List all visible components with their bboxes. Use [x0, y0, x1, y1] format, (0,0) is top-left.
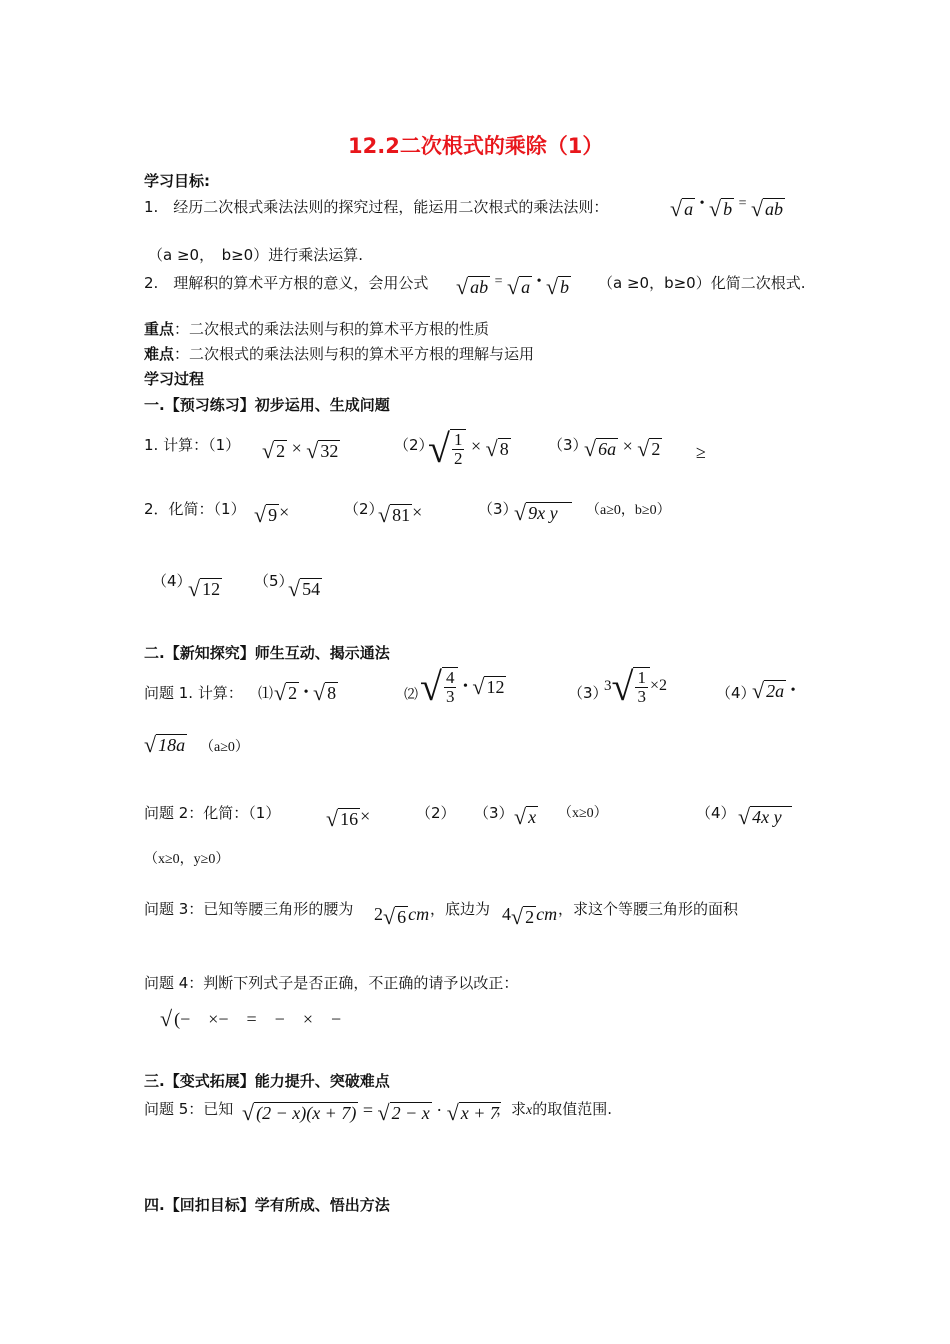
s2-p3-leg: 2 √ 6 cm: [374, 903, 430, 929]
s2-p2-expr1: √ 16 ×: [326, 805, 371, 831]
s2-p1-label: 问题 1. 计算：: [144, 684, 243, 702]
radical: √ x: [514, 803, 537, 829]
s2-p1-condition: （a≥0）: [200, 740, 249, 755]
key-point: 重点：二次根式的乘法法则与积的算术平方根的性质: [144, 320, 490, 338]
s2-p1-part3: （3）: [568, 684, 608, 702]
goals-heading: 学习目标:: [144, 172, 210, 190]
s2-p2-expr4: [738, 804, 792, 827]
radical: √ 32: [306, 437, 339, 463]
section-1-heading: 一.【预习练习】初步运用、生成问题: [144, 396, 390, 414]
radical: √ 2: [262, 437, 286, 463]
radical: √ a: [506, 273, 531, 299]
radical: √ x + 7: [446, 1099, 499, 1125]
radical: √ 2: [637, 435, 661, 461]
radical: √ 2: [274, 679, 298, 705]
s1-q1-label: 1. 计算：（1）: [144, 436, 241, 454]
s2-p4-text: 问题 4：判断下列式子是否正确，不正确的请予以改正：: [144, 974, 519, 992]
section-2-heading: 二.【新知探究】师生互动、揭示通法: [144, 644, 390, 662]
radical: √ 4x y: [738, 805, 792, 827]
s2-p4-expr: [160, 1006, 343, 1029]
section-3-heading: 三.【变式拓展】能力提升、突破难点: [144, 1072, 390, 1090]
radical: √ 6: [383, 903, 407, 929]
s2-p1-part4: （4）: [716, 684, 756, 702]
section-4-heading: 四.【回扣目标】学有所成、悟出方法: [144, 1196, 390, 1214]
radical: √ 12: [472, 674, 505, 699]
radical: √ 9x y: [514, 501, 572, 523]
s1-q2-expr4: [188, 576, 222, 599]
s2-p2-label: 问题 2：化简：（1）: [144, 804, 281, 822]
goal-item-2: 2. 理解积的算术平方根的意义，会用公式: [144, 274, 429, 292]
s1-q2-condition: （a≥0，b≥0）: [586, 503, 671, 518]
goal-2-formula: √ ab = √ a • √ b: [456, 273, 570, 299]
process-heading: 学习过程: [144, 370, 205, 388]
radical: √ b: [545, 273, 570, 299]
radical: √ ab: [456, 273, 489, 299]
s2-p1-expr4: √ 2a •: [752, 677, 796, 703]
s2-p2-expr3: [514, 804, 538, 827]
s2-p3-text-b: ，底边为: [430, 900, 491, 918]
difficult-point: 难点：二次根式的乘法法则与积的算术平方根的理解与运用: [144, 345, 535, 363]
goal-1-condition: （a ≥0， b≥0）进行乘法运算.: [148, 246, 363, 264]
s2-p2-condition4: （x≥0，y≥0）: [144, 852, 230, 867]
s2-p1-part2: ⑵: [404, 688, 418, 703]
radical: √ 8: [312, 679, 337, 705]
radical: √ b: [708, 195, 733, 221]
goal-1-formula: √ a • √ b = √ ab: [670, 195, 784, 221]
radical: √ a: [670, 195, 694, 221]
radical: √ 16: [326, 805, 359, 831]
s1-q2-expr5: [288, 576, 322, 599]
s1-q2-part3: （3）: [478, 500, 518, 518]
s1-q1-geq: ≥: [696, 442, 706, 462]
s1-q2-expr2: √ 81 ×: [378, 501, 423, 527]
radical: √ $\frac{1}{3}$: [612, 666, 650, 706]
s2-p1-expr1: √ 2 • √ 8: [274, 679, 337, 705]
radical: √ 81: [378, 501, 411, 527]
s1-q2-part2: （2）: [344, 500, 384, 518]
s1-q2-part4: （4）: [152, 572, 192, 590]
radical: √ 6a: [584, 435, 617, 461]
radical: √ 8: [485, 436, 509, 461]
s3-p5-text-b: ，求x的取值范围.: [496, 1100, 613, 1118]
s2-p1-part1: ⑴: [258, 684, 274, 702]
s2-p2-condition3: （x≥0）: [558, 806, 608, 821]
s1-q1-part2: （2）: [394, 436, 434, 454]
radical: √ ab: [750, 195, 784, 221]
radical: √ 18a: [144, 731, 186, 757]
radical: √ 2a: [752, 677, 785, 703]
s2-p3-text-c: ，求这个等腰三角形的面积: [558, 900, 739, 918]
s2-p2-part2: （2）: [416, 804, 456, 822]
s2-p1-expr3: 3 √ $\frac{1}{3}$ ×2: [604, 664, 667, 709]
s1-q1-expr3: √ 6a × √ 2: [584, 435, 661, 461]
s2-p3-text-a: 问题 3：已知等腰三角形的腰为: [144, 900, 354, 918]
s2-p3-base: 4 √ 2 cm: [502, 903, 558, 929]
page-title: 12.2二次根式的乘除（1）: [348, 134, 604, 158]
radical: √ (− ×− = − × −: [160, 1005, 342, 1031]
s3-p5-expr: √ (2 − x)(x + 7) = √ 2 − x · √ x + 7: [242, 1099, 499, 1125]
radical: √ (2 − x)(x + 7): [242, 1099, 357, 1125]
s2-p2-part4: （4）: [696, 804, 736, 822]
s1-q2-part5: （5）: [254, 572, 294, 590]
s1-q2-expr1: √ 9 ×: [254, 501, 290, 527]
s1-q1-part3: （3）: [548, 436, 588, 454]
goal-item-1: 1. 经历二次根式乘法法则的探究过程，能运用二次根式的乘法法则：: [144, 198, 609, 216]
s1-q2-label: 2．化简：（1）: [144, 500, 246, 518]
s1-q2-expr3: [514, 500, 572, 523]
radical: √ 2: [511, 903, 535, 929]
radical: √ $\frac{4}{3}$: [420, 666, 458, 706]
s3-p5-text-a: 问题 5：已知: [144, 1100, 234, 1118]
radical: √ 2 − x: [377, 1099, 430, 1125]
radical: √ $\frac{1}{2}$: [428, 428, 466, 468]
s2-p1-expr4-cont: [144, 732, 187, 755]
s2-p2-part3: （3）: [474, 804, 514, 822]
s1-q1-expr2: √ $\frac{1}{2}$ × √ 8: [428, 426, 509, 471]
goal-2-condition: （a ≥0，b≥0）化简二次根式.: [598, 274, 806, 292]
radical: √ 54: [288, 575, 321, 601]
radical: √ 9: [254, 501, 278, 527]
s1-q1-expr1: √ 2 × √ 32: [262, 437, 339, 463]
s2-p1-expr2: √ $\frac{4}{3}$ • √ 12: [420, 664, 505, 709]
radical: √ 12: [188, 575, 221, 601]
